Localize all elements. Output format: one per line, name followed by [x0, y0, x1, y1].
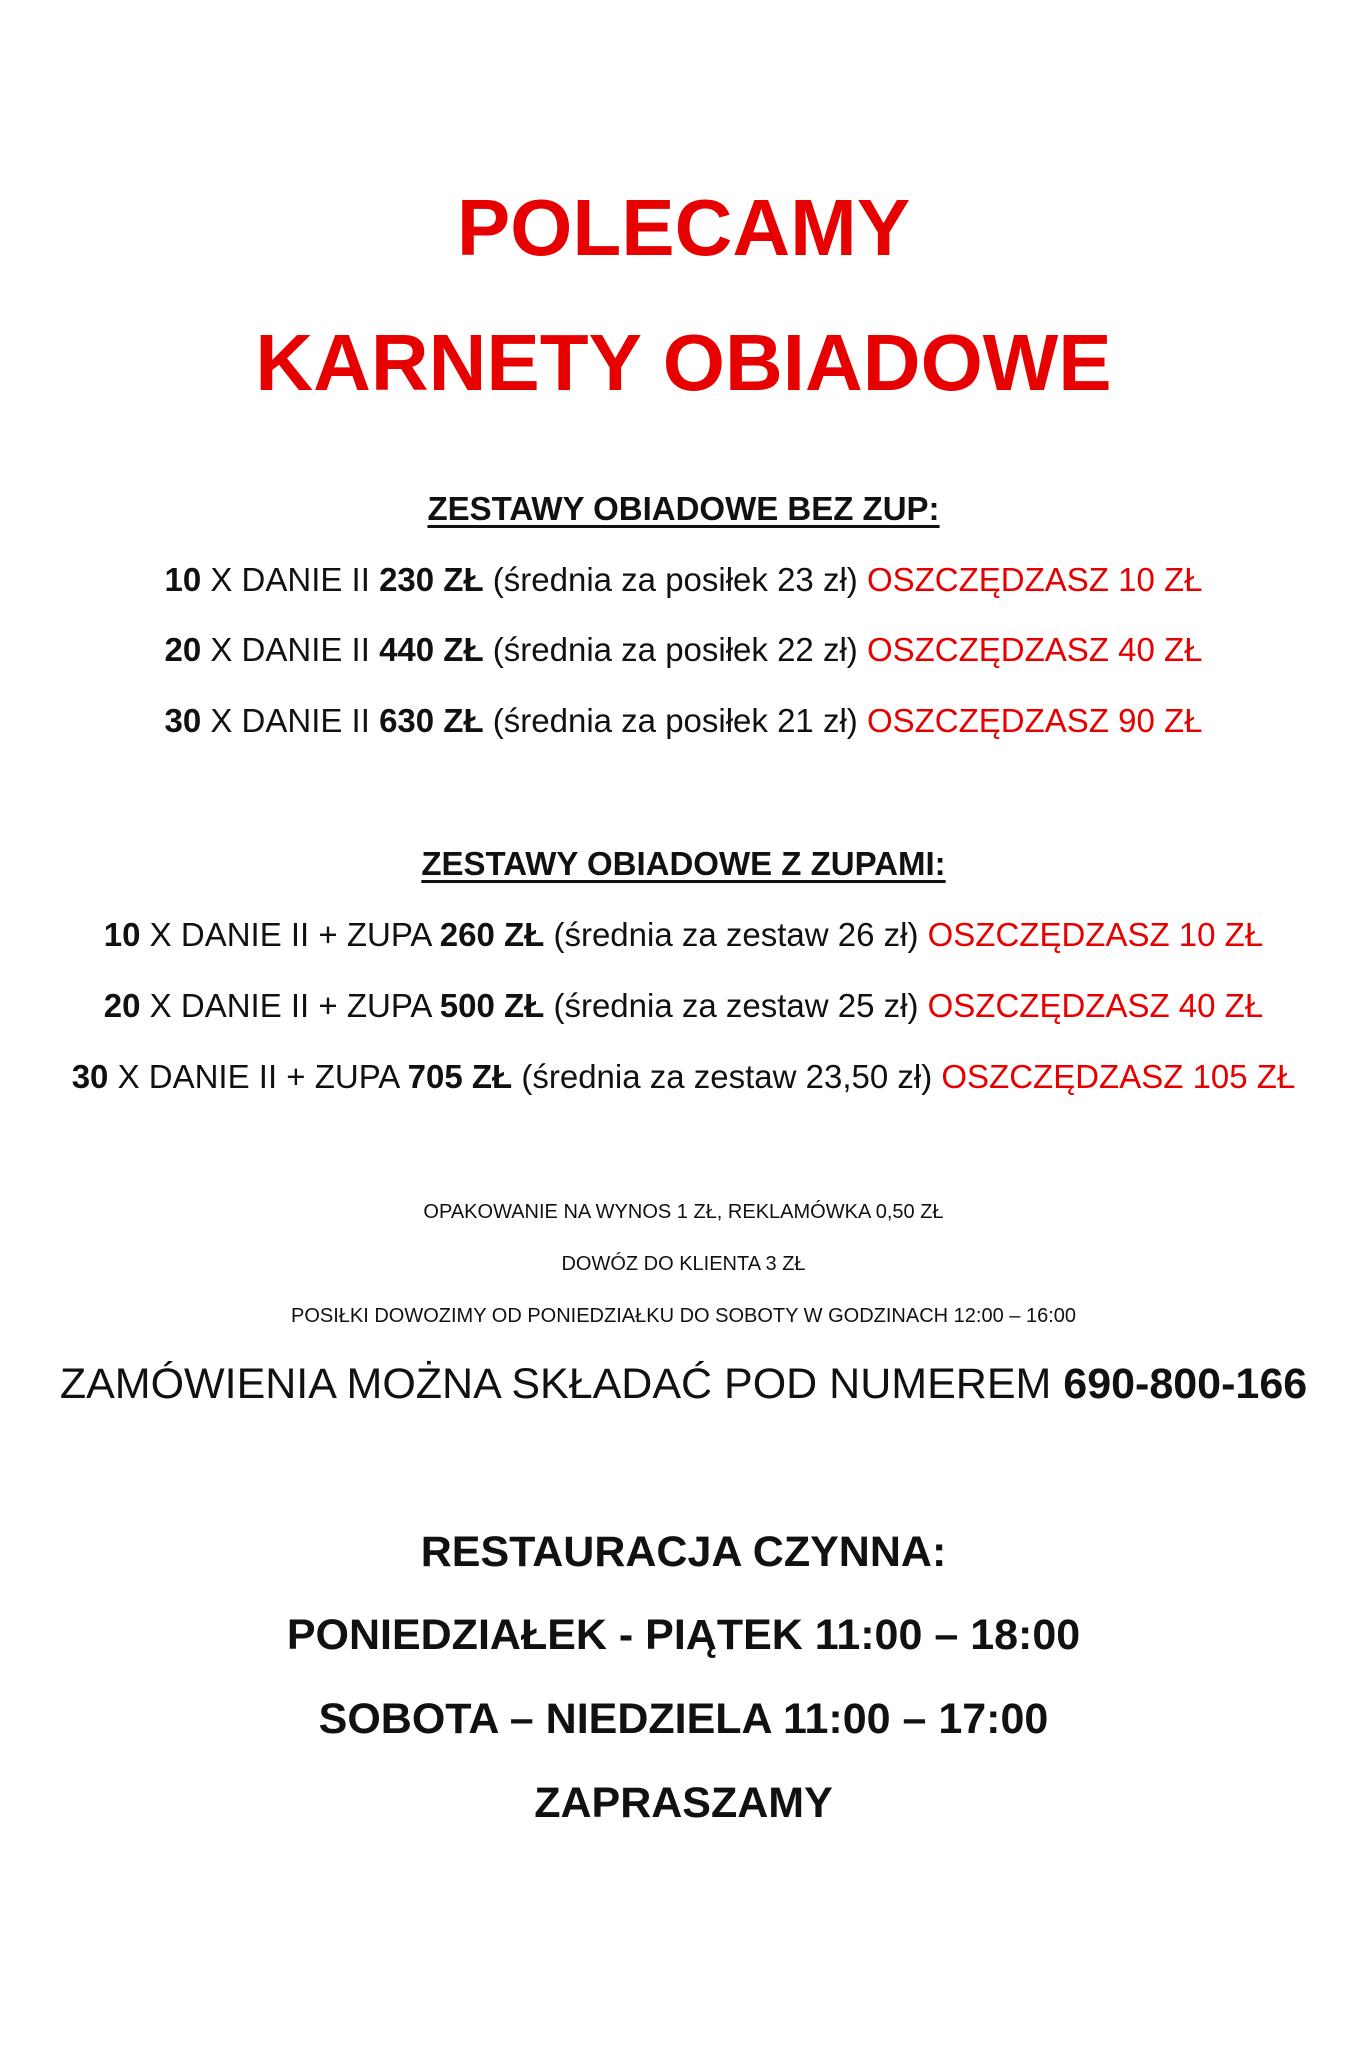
section-heading-without-soup: ZESTAWY OBIADOWE BEZ ZUP: [427, 490, 940, 527]
offer-savings: OSZCZĘDZASZ 10 ZŁ [927, 916, 1264, 953]
delivery-hours-note: POSIŁKI DOWOZIMY OD PONIEDZIAŁKU DO SOBOTY W GODZINACH 12:00 – 16:00 [290, 1305, 1076, 1327]
phone-number: 690-800-166 [1063, 1360, 1308, 1408]
offer-row [0, 700, 1367, 742]
offer-average: (średnia za zestaw 25 zł) [544, 987, 928, 1024]
offer-item: X DANIE II + ZUPA [140, 987, 440, 1024]
offer-qty: 10 [103, 916, 141, 953]
offer-row [0, 914, 1367, 956]
offer-price: 260 ZŁ [439, 916, 545, 953]
offer-average: (średnia za zestaw 23,50 zł) [512, 1058, 942, 1095]
opening-weekend: SOBOTA – NIEDZIELA 11:00 – 17:00 [318, 1695, 1049, 1743]
offer-qty: 10 [164, 561, 202, 598]
offer-savings: OSZCZĘDZASZ 105 ZŁ [941, 1058, 1296, 1095]
packaging-note: OPAKOWANIE NA WYNOS 1 ZŁ, REKLAMÓWKA 0,50 ZŁ [423, 1201, 944, 1223]
offer-price: 440 ZŁ [379, 631, 484, 668]
offer-savings: OSZCZĘDZASZ 90 ZŁ [866, 702, 1203, 739]
offer-row [0, 1056, 1367, 1098]
offer-price: 705 ZŁ [407, 1058, 513, 1095]
closing-invitation: ZAPRASZAMY [534, 1779, 833, 1827]
offer-row [0, 985, 1367, 1027]
offer-price: 500 ZŁ [439, 987, 545, 1024]
opening-heading: RESTAURACJA CZYNNA: [420, 1528, 947, 1576]
offer-qty: 20 [164, 631, 202, 668]
offer-row [0, 629, 1367, 671]
title-karnety-obiadowe: KARNETY OBIADOWE [255, 318, 1112, 407]
offer-average: (średnia za posiłek 23 zł) [483, 561, 867, 598]
offer-item: X DANIE II [201, 561, 380, 598]
opening-weekdays: PONIEDZIAŁEK - PIĄTEK 11:00 – 18:00 [286, 1611, 1081, 1659]
offer-average: (średnia za posiłek 22 zł) [483, 631, 867, 668]
offer-item: X DANIE II [201, 702, 380, 739]
offer-average: (średnia za posiłek 21 zł) [483, 702, 867, 739]
offer-savings: OSZCZĘDZASZ 40 ZŁ [927, 987, 1264, 1024]
offer-qty: 30 [164, 702, 202, 739]
offer-average: (średnia za zestaw 26 zł) [544, 916, 928, 953]
section-heading-with-soup: ZESTAWY OBIADOWE Z ZUPAMI: [421, 845, 946, 882]
offer-item: X DANIE II + ZUPA [108, 1058, 408, 1095]
delivery-note: DOWÓZ DO KLIENTA 3 ZŁ [561, 1253, 806, 1275]
title-polecamy: POLECAMY [456, 183, 911, 272]
orders-line [0, 1357, 1367, 1411]
orders-text: ZAMÓWIENIA MOŻNA SKŁADAĆ POD NUMEREM [59, 1360, 1064, 1408]
offer-row [0, 559, 1367, 601]
offer-qty: 20 [103, 987, 141, 1024]
offer-price: 230 ZŁ [379, 561, 484, 598]
offer-item: X DANIE II + ZUPA [140, 916, 440, 953]
offer-item: X DANIE II [201, 631, 380, 668]
offer-price: 630 ZŁ [379, 702, 484, 739]
offer-savings: OSZCZĘDZASZ 10 ZŁ [866, 561, 1203, 598]
offer-savings: OSZCZĘDZASZ 40 ZŁ [866, 631, 1203, 668]
offer-qty: 30 [71, 1058, 109, 1095]
